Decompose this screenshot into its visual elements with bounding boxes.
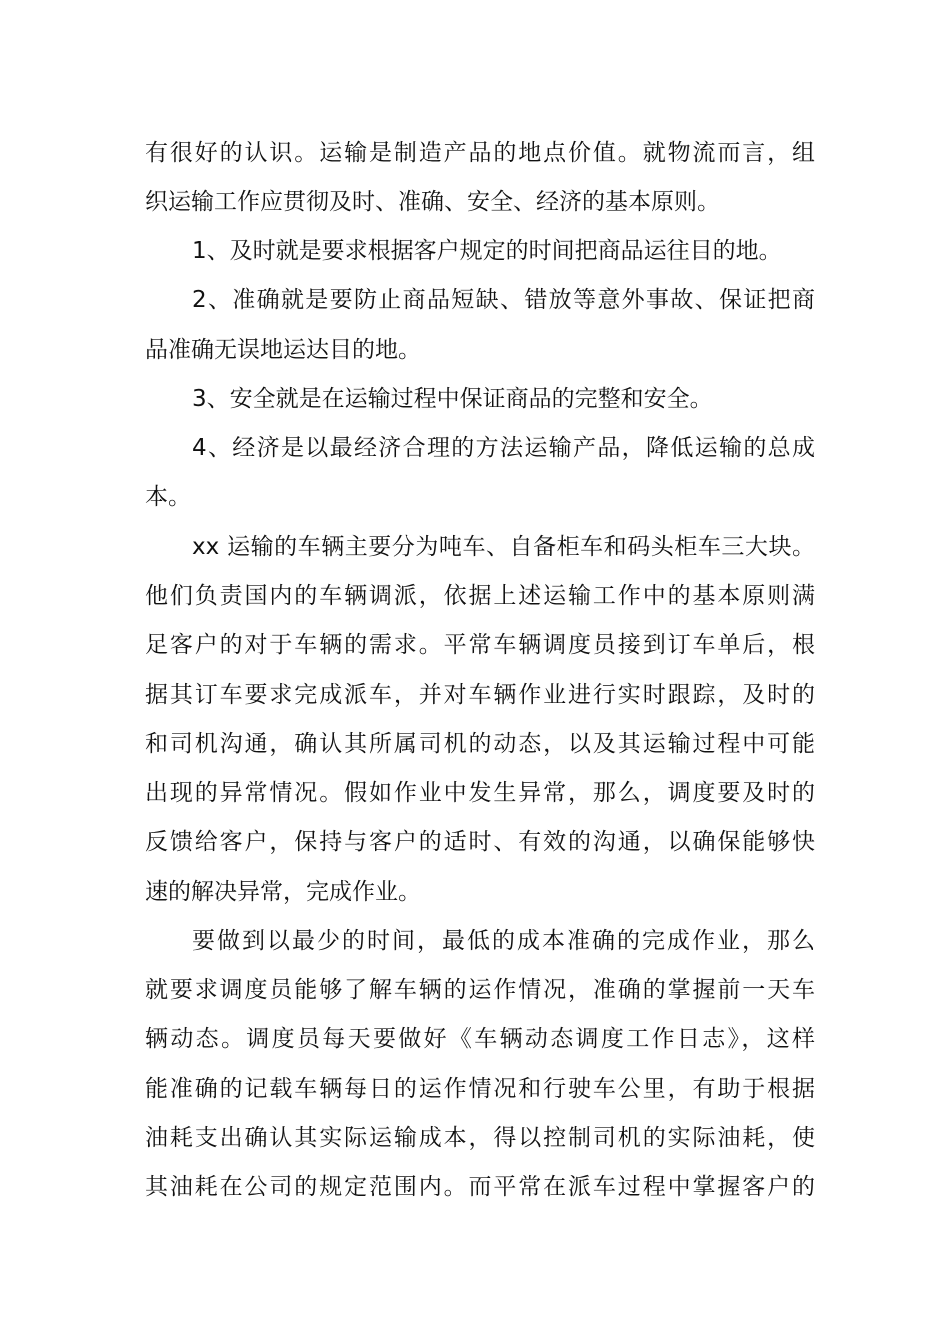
- text-line: 油耗支出确认其实际运输成本，得以控制司机的实际油耗，使: [145, 1125, 815, 1151]
- text-line: 2、准确就是要防止商品短缺、错放等意外事故、保证把商: [192, 287, 815, 313]
- text-line: 本。: [145, 484, 191, 510]
- text-line: 要做到以最少的时间，最低的成本准确的完成作业，那么: [192, 928, 815, 954]
- text-line: 他们负责国内的车辆调派，依据上述运输工作中的基本原则满: [145, 583, 815, 609]
- text-line: 织运输工作应贯彻及时、准确、安全、经济的基本原则。: [145, 189, 720, 215]
- text-line: 据其订车要求完成派车，并对车辆作业进行实时跟踪，及时的: [145, 682, 815, 708]
- text-line: 足客户的对于车辆的需求。平常车辆调度员接到订车单后，根: [145, 632, 815, 658]
- text-line: 就要求调度员能够了解车辆的运作情况，准确的掌握前一天车: [145, 977, 815, 1003]
- text-line: 速的解决异常，完成作业。: [145, 879, 421, 905]
- text-line: 1、及时就是要求根据客户规定的时间把商品运往目的地。: [192, 238, 782, 264]
- text-line: 品准确无误地运达目的地。: [145, 337, 421, 363]
- text-line: 辆动态。调度员每天要做好《车辆动态调度工作日志》，这样: [145, 1026, 815, 1052]
- text-line: xx 运输的车辆主要分为吨车、自备柜车和码头柜车三大块。: [192, 534, 815, 560]
- text-line: 4、经济是以最经济合理的方法运输产品，降低运输的总成: [192, 435, 815, 461]
- text-line: 3、安全就是在运输过程中保证商品的完整和安全。: [192, 386, 713, 412]
- text-line: 其油耗在公司的规定范围内。而平常在派车过程中掌握客户的: [145, 1174, 815, 1200]
- text-line: 和司机沟通，确认其所属司机的动态，以及其运输过程中可能: [145, 731, 815, 757]
- text-line: 出现的异常情况。假如作业中发生异常，那么，调度要及时的: [145, 780, 815, 806]
- text-line: 反馈给客户，保持与客户的适时、有效的沟通，以确保能够快: [145, 829, 815, 855]
- text-line: 能准确的记载车辆每日的运作情况和行驶车公里，有助于根据: [145, 1076, 815, 1102]
- text-line: 有很好的认识。运输是制造产品的地点价值。就物流而言，组: [145, 140, 815, 166]
